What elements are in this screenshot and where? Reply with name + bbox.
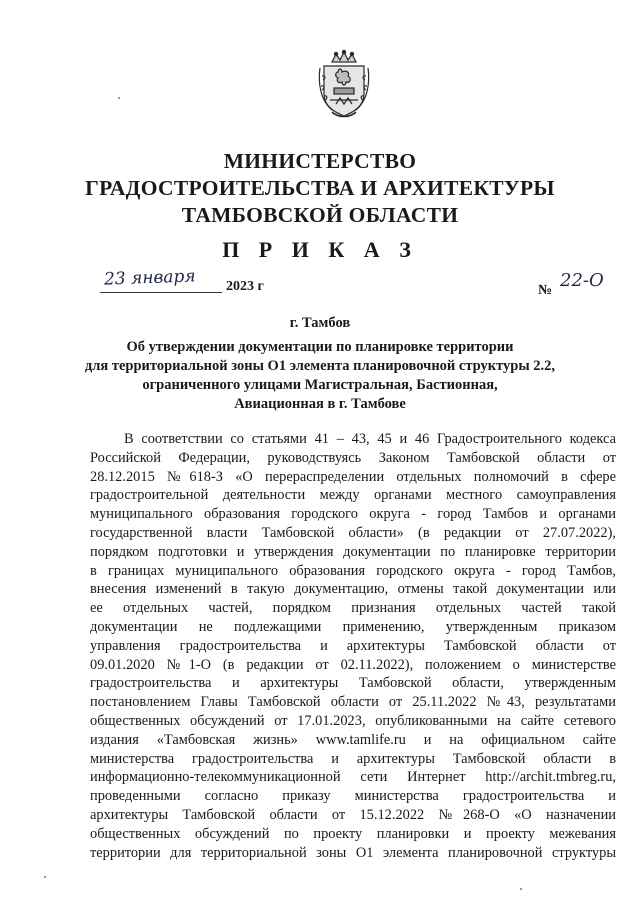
body-line: В соответствии со статьями 41 – 43, 45 и 46 Градостроительного кодекса [124,431,616,447]
body-line: государственной власти Тамбовской области» (в редакции от 27.07.2022), [90,524,616,541]
handwritten-date: 23 января [103,266,196,290]
body-line: общественных обсуждений от 17.01.2023, опубликованными на сайте сетевого [90,712,616,729]
body-line: постановлением Главы Тамбовской области от 25.11.2022 №43, результатами [90,694,616,711]
subject-line4: Авиационная в г. Тамбове [234,396,406,412]
scan-speck [44,876,46,878]
body-text [90,430,616,862]
subject-line1: Об утверждении документации по планировке территории [126,339,514,355]
body-line: информационно-телекоммуникационной сети Интернет http://archit.tmbreg.ru, [90,769,616,786]
handwritten-order-number: 22-О [560,270,604,291]
order-number-label: № [538,283,553,298]
date-year: 2023 г [226,279,264,294]
scan-speck [520,888,522,890]
body-line: общественных обсуждений по проекту планировки и проекту межевания [90,825,616,842]
order-title: П Р И К А З [222,237,418,262]
body-line: 09.01.2020 №1-О (в редакции от 02.11.2022), положением о министерстве [90,656,616,673]
ministry-name-line1: МИНИСТЕРСТВО [223,149,417,173]
body-line: министерства градостроительства и архитектуры Тамбовской области в [90,750,616,767]
body-line: градостроительной деятельности между органами местного самоуправления [90,487,616,504]
body-line: документации не подлежащими применению, утвержденным приказом [90,618,616,635]
body-line: территории для территориальной зоны О1 элемента планировочной структуры [90,844,616,861]
body-line: 28.12.2015 №618-З «О перераспределении отдельных полномочий в сфере [90,468,616,485]
date-underline [100,292,222,293]
body-line: внесения изменений в такую документацию, отмены такой документации или [90,581,616,598]
scan-speck [118,97,120,99]
body-line: издания «Тамбовская жизнь» www.tamlife.ru и на официальном сайте [90,731,616,748]
ministry-name-line3: ТАМБОВСКОЙ ОБЛАСТИ [181,203,459,227]
subject-line2: для территориальной зоны О1 элемента планировочной структуры 2.2, [84,358,556,374]
city-name: г. Тамбов [289,315,351,331]
coat-of-arms-emblem [316,48,372,120]
body-line: порядком подготовки и утверждения документации по планировке территории [90,543,616,560]
body-line: архитектуры Тамбовской области от 15.12.2022 №268-О «О назначении [90,806,616,823]
body-line: муниципального образования городского округа - город Тамбов и органами [90,506,616,523]
body-line: в границах муниципального образования городского округа - город Тамбов, [90,562,616,579]
body-line: проведенными согласно приказу министерства градостроительства и [90,788,616,805]
body-line: Российской Федерации, руководствуясь Законом Тамбовской области от [90,449,616,466]
body-line: ее отдельных частей, порядком признания отдельных частей такой [90,600,616,617]
body-line: градостроительства и архитектуры Тамбовской области, утвержденным [90,675,616,692]
subject-line3: ограниченного улицами Магистральная, Бастионная, [142,377,498,393]
ministry-name-line2: ГРАДОСТРОИТЕЛЬСТВА И АРХИТЕКТУРЫ [85,176,555,200]
body-line: управления градостроительства и архитектуры Тамбовской области от [90,637,616,654]
